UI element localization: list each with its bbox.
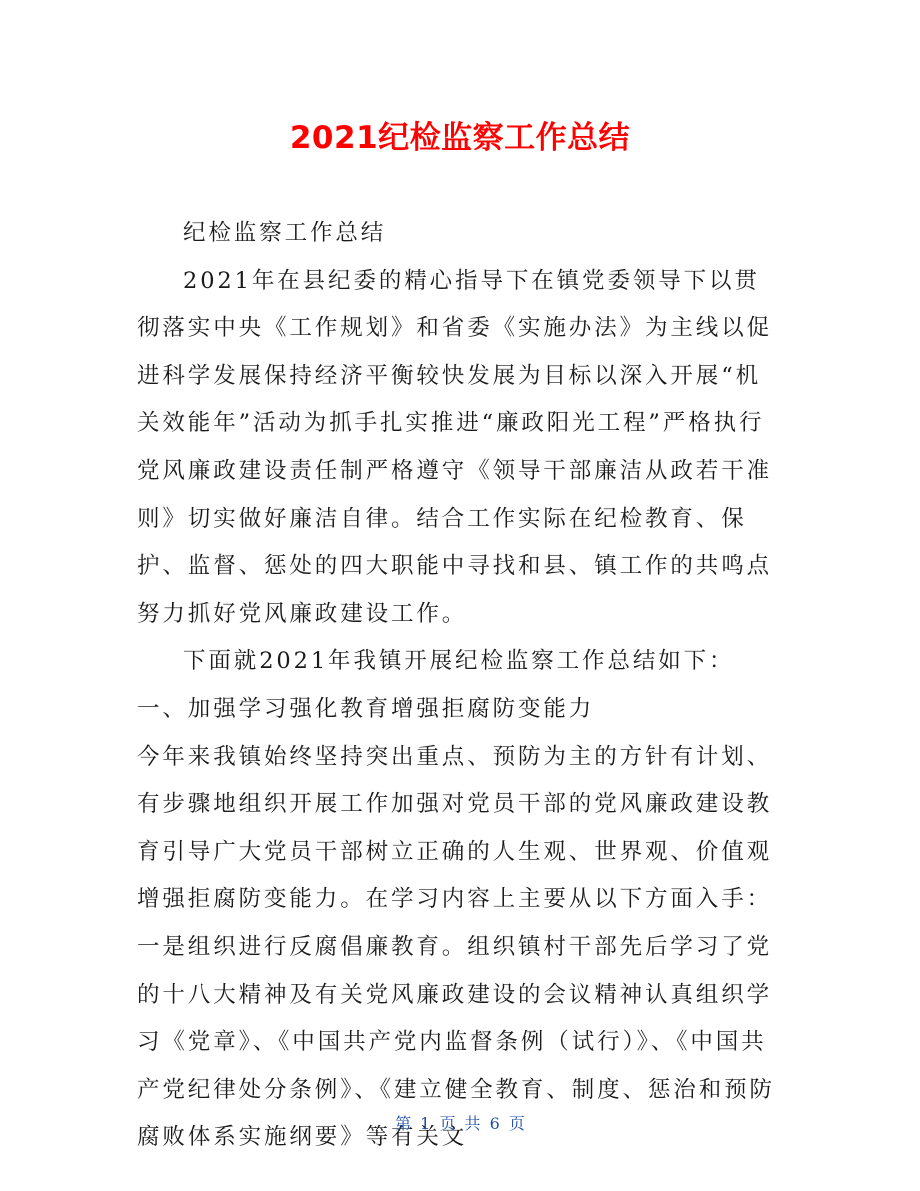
paragraph-subtitle: 纪检监察工作总结 <box>183 220 387 246</box>
paragraph-summary-lead: 下面就2021年我镇开展纪检监察工作总结如下： <box>183 648 735 675</box>
page-number-footer: 第 1 页 共 6 页 <box>395 1114 525 1133</box>
document-body <box>137 210 783 1162</box>
paragraph-intro: 2021年在县纪委的精心指导下在镇党委领导下以贯彻落实中央《工作规划》和省委《实施办法》为主线以促进科学发展保持经济平衡较快发展为目标以深入开展“机关效能年”活动为抓手扎实推进“廉政阳光工程”严格执行党风廉政建设责任制严格遵守《领导干部廉洁从政若干准则》切实做好廉洁自律。结合工作实际在纪检教育、保护、监督、惩处的四大职能中寻找和县、镇工作的共鸣点努力抓好党风廉政建设工作。 <box>137 267 773 627</box>
paragraph-section-1: 今年来我镇始终坚持突出重点、预防为主的方针有计划、有步骤地组织开展工作加强对党员干部的党风廉政建设教育引导广大党员干部树立正确的人生观、世界观、价值观增强拒腐防变能力。在学习内容上主要从以下方面入手：一是组织进行反腐倡廉教育。组织镇村干部先后学习了党的十八大精神及有关党风廉政建设的会议精神认真组织学习《党章》、《中国共产党内监督条例（试行）》、《中国共产党纪律处分条例》、《建立健全教育、制度、惩治和预防腐败体系实施纲要》等有关文 <box>137 743 775 1151</box>
document-title: 2021纪检监察工作总结 <box>289 120 631 156</box>
section-heading-1: 一、加强学习强化教育增强拒腐防变能力 <box>137 695 595 722</box>
